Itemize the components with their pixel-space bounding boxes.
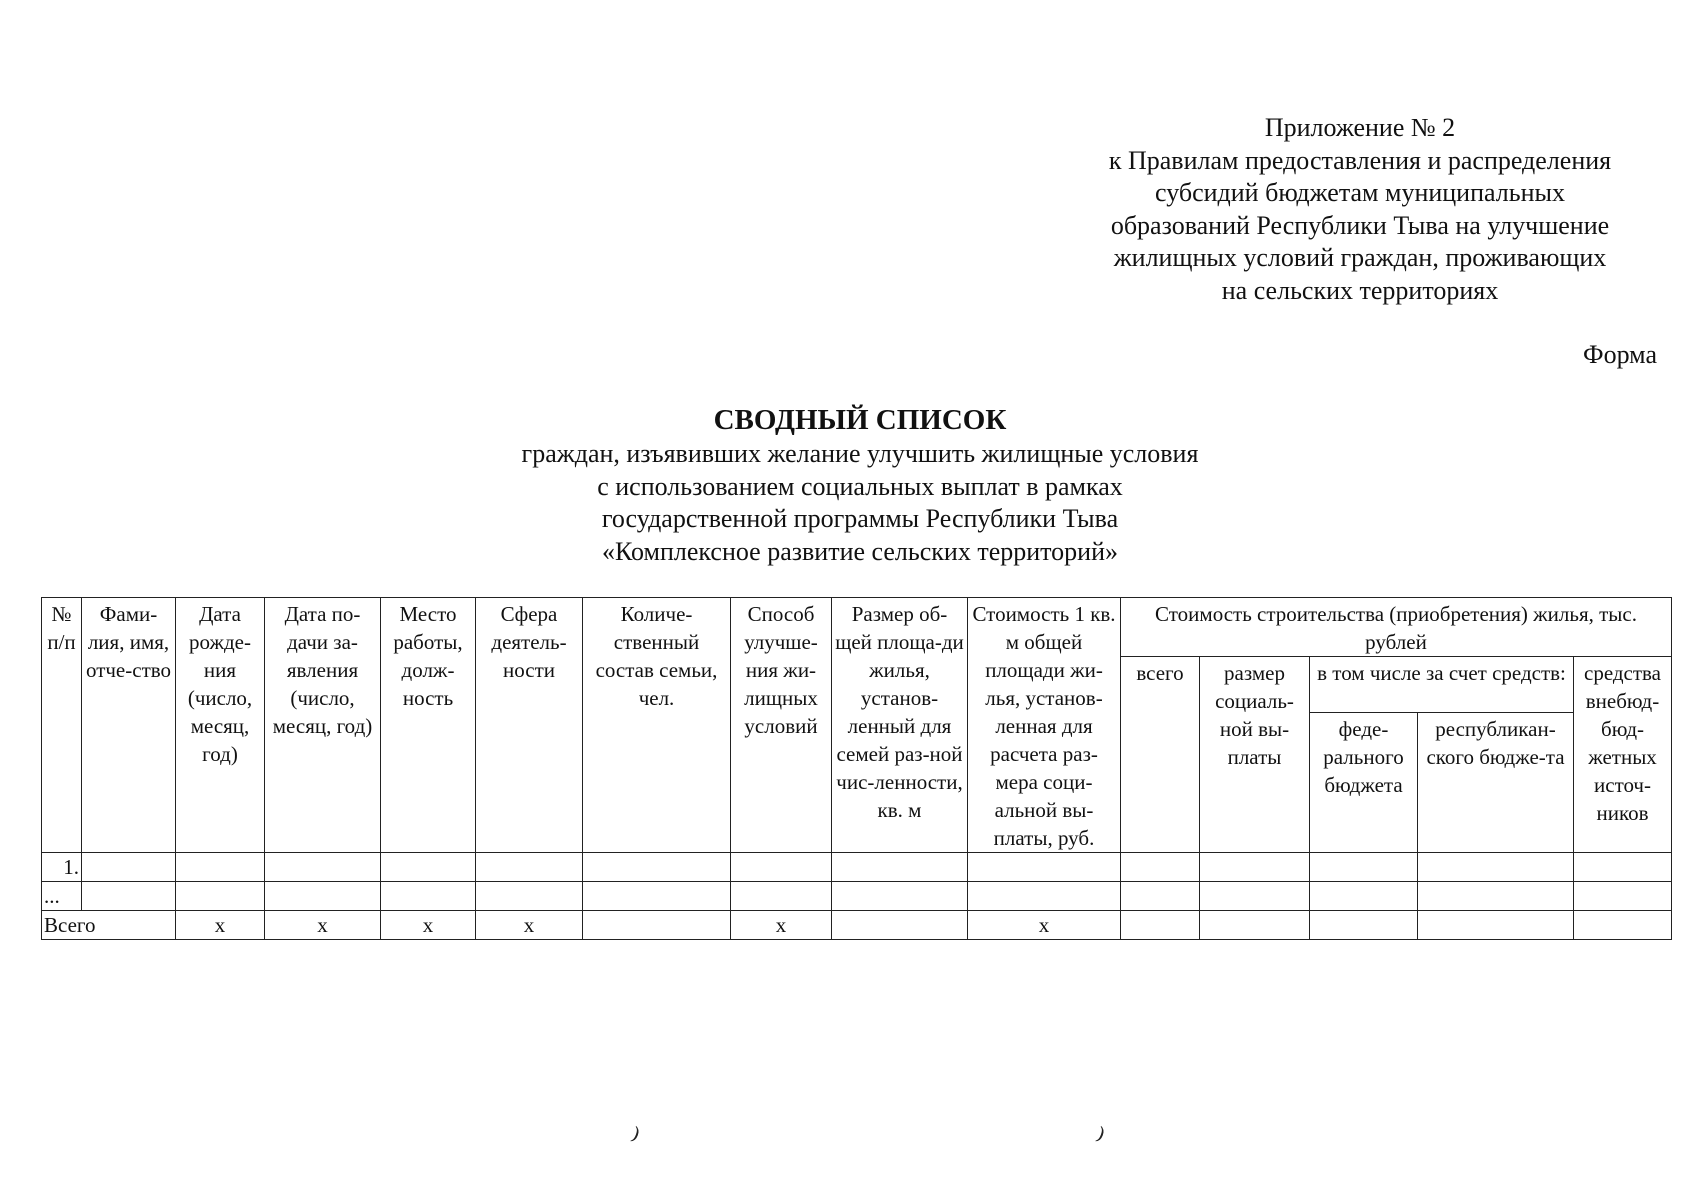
appendix-block (1070, 112, 1650, 307)
table-cell (1310, 911, 1418, 940)
header-family-size: Количе-ственный состав семьи, чел. (583, 598, 731, 853)
table-cell (381, 882, 476, 911)
total-label: Всего (42, 911, 176, 940)
total-row (42, 911, 1672, 940)
document-subtitle-line: «Комплексное развитие сельских территорий» (601, 536, 1119, 566)
table-cell (832, 911, 968, 940)
table-cell (1418, 911, 1574, 940)
summary-table (41, 597, 1672, 940)
total-x-mark: х (476, 911, 583, 940)
total-x-mark: х (731, 911, 832, 940)
table-cell (1574, 911, 1672, 940)
appendix-line: Приложение № 2 (1264, 113, 1456, 142)
total-x-mark: х (968, 911, 1121, 940)
document-subtitle-line: государственной программы Республики Тыва (601, 504, 1119, 533)
total-x-mark: х (265, 911, 381, 940)
appendix-line: на сельских территориях (1221, 275, 1499, 305)
header-improvement-method: Способ улучше-ния жи-лищных условий (731, 598, 832, 853)
header-payment-size: размер социаль-ной вы-платы (1200, 657, 1310, 853)
table-cell (1418, 853, 1574, 882)
table-row (42, 853, 1672, 882)
appendix-line: образований Республики Тыва на улучшение (1110, 210, 1610, 240)
table-cell (1200, 882, 1310, 911)
header-federal: феде-рального бюджета (1310, 713, 1418, 853)
header-workplace: Место работы, долж-ность (381, 598, 476, 853)
appendix-line: жилищных условий граждан, проживающих (1113, 243, 1607, 272)
header-application-date: Дата по-дачи за-явления (число, месяц, год) (265, 598, 381, 853)
document-heading (0, 402, 1697, 568)
document-subtitle-line: граждан, изъявивших желание улучшить жилищные условия (521, 439, 1199, 468)
table-cell (1574, 853, 1672, 882)
appendix-line: субсидий бюджетам муниципальных (1155, 178, 1565, 207)
table-cell (476, 882, 583, 911)
header-sphere: Сфера деятель-ности (476, 598, 583, 853)
row-number: ... (42, 882, 82, 911)
table-cell (1121, 911, 1200, 940)
row-number: 1. (42, 853, 82, 882)
table-cell (265, 882, 381, 911)
table-cell (832, 853, 968, 882)
table-cell (731, 882, 832, 911)
header-including: в том числе за счет средств: (1310, 657, 1574, 713)
table-cell (265, 853, 381, 882)
table-row (42, 882, 1672, 911)
table-cell (176, 853, 265, 882)
form-label: Форма (1583, 340, 1657, 369)
header-housing-area: Размер об-щей площа-ди жилья, установ-ленный для семей раз-ной чис-ленности, кв. м (832, 598, 968, 853)
header-price-per-sqm: Стоимость 1 кв. м общей площади жи-лья, установ-ленная для расчета раз-мера соци-альной вы-платы, руб. (968, 598, 1121, 853)
table-cell (1121, 882, 1200, 911)
header-total: всего (1121, 657, 1200, 853)
table-cell (968, 853, 1121, 882)
table-cell (1121, 853, 1200, 882)
header-num: № п/п (42, 598, 82, 853)
table-cell (832, 882, 968, 911)
table-cell (1310, 853, 1418, 882)
table-cell (583, 853, 731, 882)
table-cell (1418, 882, 1574, 911)
table-cell (583, 911, 731, 940)
table-cell (583, 882, 731, 911)
table-cell (381, 853, 476, 882)
header-republic: республикан-ского бюдже-та (1418, 713, 1574, 853)
table-cell (176, 882, 265, 911)
scan-mark: ⁾ (624, 1120, 644, 1158)
table-cell (82, 882, 176, 911)
table-cell (731, 853, 832, 882)
header-off-budget: средства внебюд-бюд-жетных источ-ников (1574, 657, 1672, 853)
header-fio: Фами-лия, имя, отче-ство (82, 598, 176, 853)
table-cell (1574, 882, 1672, 911)
table-cell (1200, 853, 1310, 882)
table-cell (968, 882, 1121, 911)
total-x-mark: х (176, 911, 265, 940)
table-cell (1200, 911, 1310, 940)
table-cell (476, 853, 583, 882)
table-cell (1310, 882, 1418, 911)
header-cost-group: Стоимость строительства (приобретения) жилья, тыс. рублей (1121, 598, 1672, 657)
header-row (42, 598, 1672, 657)
document-subtitle-line: с использованием социальных выплат в рамках (597, 471, 1123, 501)
header-birth-date: Дата рожде-ния (число, месяц, год) (176, 598, 265, 853)
table-cell (82, 853, 176, 882)
appendix-line: к Правилам предоставления и распределения (1108, 145, 1612, 175)
document-title: СВОДНЫЙ СПИСОК (713, 404, 1007, 436)
scan-mark: ⁾ (1089, 1120, 1109, 1158)
total-x-mark: х (381, 911, 476, 940)
